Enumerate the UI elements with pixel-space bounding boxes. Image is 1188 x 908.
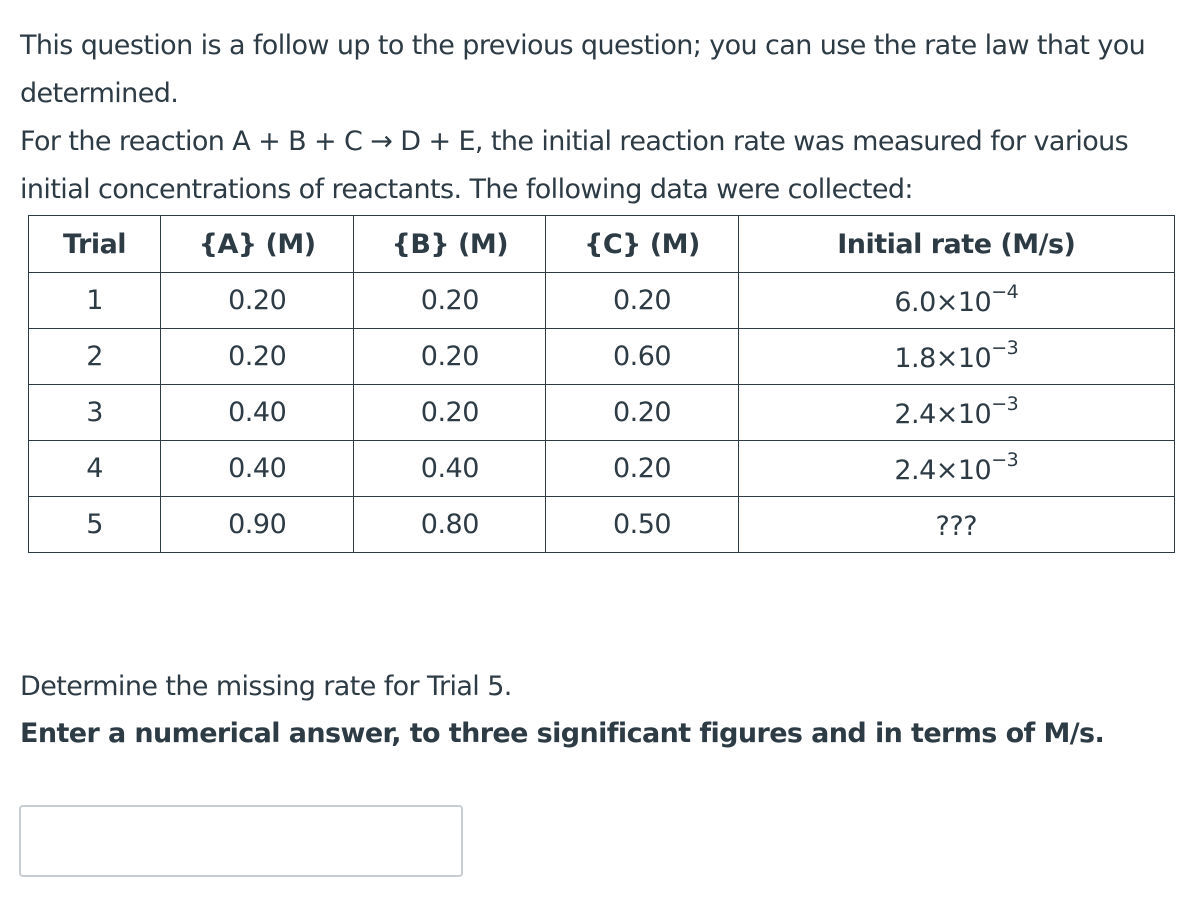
intro-line-2: For the reaction A + B + C → D + E, the initial reaction rate was measured for various initial concentrations of reactants. The following data were collected: <box>20 126 1129 205</box>
cell-trial: 2 <box>29 329 161 385</box>
cell-c: 0.20 <box>546 441 738 497</box>
cell-b: 0.20 <box>354 329 546 385</box>
cell-b: 0.80 <box>354 497 546 553</box>
cell-b: 0.40 <box>354 441 546 497</box>
cell-c: 0.50 <box>546 497 738 553</box>
cell-c: 0.20 <box>546 273 738 329</box>
cell-c: 0.60 <box>546 329 738 385</box>
question-instruction: Enter a numerical answer, to three significant figures and in terms of M/s. <box>20 718 1105 749</box>
header-b: {B} (M) <box>354 216 546 273</box>
cell-trial: 4 <box>29 441 161 497</box>
data-table <box>28 215 1175 553</box>
header-c: {C} (M) <box>546 216 738 273</box>
cell-trial: 5 <box>29 497 161 553</box>
rate-base: 2.4×10 <box>894 454 992 486</box>
table-row <box>29 385 1175 441</box>
rate-exponent: −3 <box>991 448 1019 471</box>
table-row <box>29 329 1175 385</box>
cell-a: 0.20 <box>161 273 354 329</box>
header-a: {A} (M) <box>161 216 354 273</box>
cell-rate <box>738 273 1174 329</box>
cell-trial: 3 <box>29 385 161 441</box>
cell-b: 0.20 <box>354 273 546 329</box>
question-text <box>20 663 1170 757</box>
rate-base: 6.0×10 <box>894 286 992 318</box>
table-header-row <box>29 216 1175 273</box>
cell-rate <box>738 385 1174 441</box>
cell-c: 0.20 <box>546 385 738 441</box>
rate-base: ??? <box>935 510 978 542</box>
rate-base: 1.8×10 <box>894 342 992 374</box>
cell-rate <box>738 497 1174 553</box>
cell-rate <box>738 441 1174 497</box>
cell-a: 0.40 <box>161 441 354 497</box>
cell-a: 0.90 <box>161 497 354 553</box>
question-prompt: Determine the missing rate for Trial 5. <box>20 671 512 702</box>
rate-exponent: −3 <box>991 336 1019 359</box>
rate-exponent: −4 <box>991 280 1019 303</box>
table-row <box>29 497 1175 553</box>
header-trial: Trial <box>29 216 161 273</box>
answer-input[interactable] <box>19 805 463 877</box>
rate-base: 2.4×10 <box>894 398 992 430</box>
intro-line-1: This question is a follow up to the previous question; you can use the rate law that you determined. <box>20 30 1146 109</box>
header-rate: Initial rate (M/s) <box>738 216 1174 273</box>
table-row <box>29 273 1175 329</box>
question-intro <box>20 22 1170 214</box>
cell-a: 0.20 <box>161 329 354 385</box>
table-row <box>29 441 1175 497</box>
cell-b: 0.20 <box>354 385 546 441</box>
cell-a: 0.40 <box>161 385 354 441</box>
cell-rate <box>738 329 1174 385</box>
cell-trial: 1 <box>29 273 161 329</box>
rate-exponent: −3 <box>991 392 1019 415</box>
